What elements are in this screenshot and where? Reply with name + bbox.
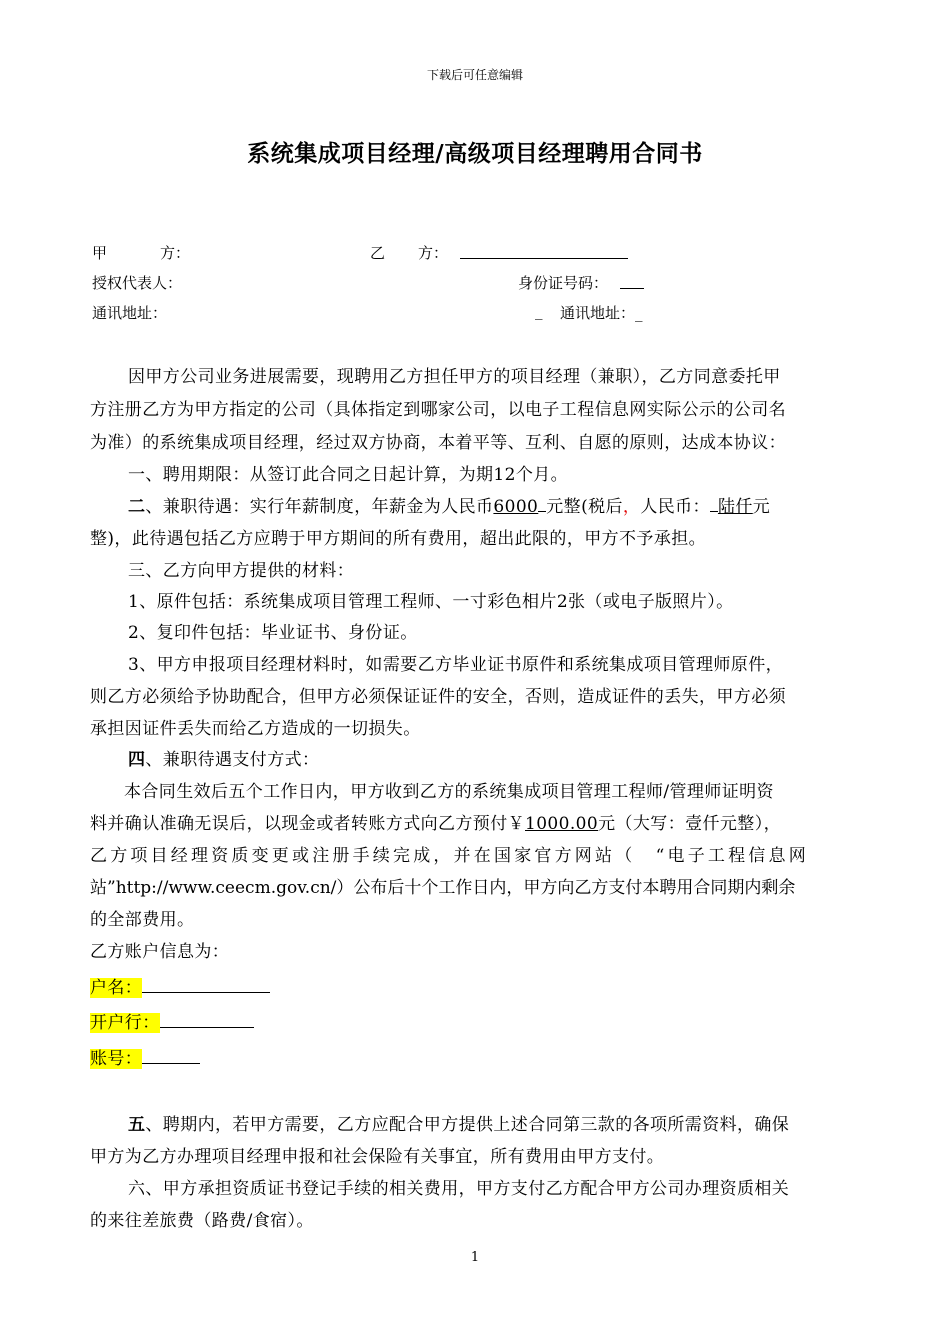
intro-line-3: 为准）的系统集成项目经理，经过双方协商，本着平等、互利、自愿的原则，达成本协议：: [90, 433, 786, 453]
section-3-item-3-line-3: 承担因证件丢失而给乙方造成的一切损失。: [90, 719, 421, 739]
header-note: 下载后可任意编辑: [426, 68, 523, 82]
section-3-item-1: 1、原件包括：系统集成项目管理工程师、一寸彩色相片2张（或电子版照片）。: [128, 592, 734, 612]
section-1-term: 一、聘用期限：从签订此合同之日起计算，为期12个月。: [128, 465, 569, 485]
page-number: 1: [470, 1250, 480, 1265]
intro-line-2: 方注册乙方为甲方指定的公司（具体指定到哪家公司，以电子工程信息网实际公示的公司名: [90, 400, 786, 420]
party-a-label-2: 方：: [160, 244, 191, 262]
address-b-prefix: _: [535, 302, 543, 320]
prepayment-amount: 1000.00: [525, 814, 599, 834]
party-b-label-1: 乙: [370, 244, 386, 262]
account-number-blank: [142, 1049, 200, 1064]
id-number-label: 身份证号码：: [518, 274, 609, 292]
address-a-label: 通讯地址：: [92, 304, 168, 322]
section-2-pay-line-2: 整)，此待遇包括乙方应聘于甲方期间的所有费用，超出此限的，甲方不予承担。: [90, 529, 707, 549]
section-5-line-2: 甲方为乙方办理项目经理申报和社会保险有关事宜，所有费用由甲方支付。: [90, 1147, 665, 1167]
section-3-heading: 三、乙方向甲方提供的材料：: [128, 561, 355, 581]
section-2-text-d: 元: [752, 497, 771, 517]
intro-line-1: 因甲方公司业务进展需要，现聘用乙方担任甲方的项目经理（兼职），乙方同意委托甲: [128, 367, 781, 387]
account-bank-row: [90, 1008, 860, 1033]
party-a-label-1: 甲: [92, 244, 108, 262]
section-5-line-1: [90, 1110, 860, 1135]
annual-salary-amount: 6000: [493, 497, 539, 517]
id-number-blank: [620, 274, 644, 289]
address-b-label: 通讯地址：_: [560, 304, 643, 322]
section-2-pay-line-1: [90, 492, 860, 517]
section-6-line-1: 六、甲方承担资质证书登记手续的相关费用，甲方支付乙方配合甲方公司办理资质相关: [128, 1179, 790, 1199]
party-b-name-blank: [460, 244, 628, 259]
account-bank-label: 开户行：: [90, 1013, 160, 1033]
payment-line-2-text-a: 料并确认准确无误后，以现金或者转账方式向乙方预付￥: [90, 814, 525, 834]
section-4-heading: [90, 745, 860, 770]
section-2-text-a: 、兼职待遇：实行年薪制度，年薪金为人民币: [145, 497, 494, 517]
party-b-label-2: 方：: [418, 244, 449, 262]
section-2-text-c: 人民币：: [640, 497, 710, 517]
annual-salary-amount-chinese: 陆仟: [717, 497, 753, 517]
account-number-label: 账号：: [90, 1049, 143, 1069]
document-title: 系统集成项目经理/高级项目经理聘用合同书: [247, 140, 703, 167]
section-4-title: 、兼职待遇支付方式：: [145, 750, 320, 770]
section-5-text-1: 、聘期内，若甲方需要，乙方应配合甲方提供上述合同第三款的各项所需资料，确保: [145, 1115, 790, 1135]
section-2-text-b: 元整(税后: [546, 497, 623, 517]
account-name-row: [90, 973, 860, 998]
payment-line-4: 站”http://www.ceecm.gov.cn/）公布后十个工作日内，甲方向乙方支付本聘用合同期内剩余: [90, 878, 796, 898]
section-5-number: 五: [128, 1115, 146, 1135]
section-4-number: 四: [128, 750, 146, 770]
section-3-item-3-line-2: 则乙方必须给予协助配合，但甲方必须保证证件的安全，否则，造成证件的丢失，甲方必须: [90, 687, 786, 707]
section-6-line-2: 的来往差旅费（路费/食宿）。: [90, 1211, 314, 1231]
section-3-item-3-line-1: 3、甲方申报项目经理材料时，如需要乙方毕业证书原件和系统集成项目管理师原件，: [128, 655, 784, 675]
payment-line-5: 的全部费用。: [90, 910, 195, 930]
account-name-blank: [142, 978, 270, 993]
account-intro: 乙方账户信息为：: [90, 942, 230, 962]
payment-line-3: 乙方项目经理资质变更或注册手续完成，并在国家官方网站（ “电子工程信息网: [90, 846, 809, 866]
auth-rep-label: 授权代表人：: [92, 274, 183, 292]
payment-line-2: [90, 809, 860, 834]
payment-line-1: 本合同生效后五个工作日内，甲方收到乙方的系统集成项目管理工程师/管理师证明资: [124, 782, 774, 802]
account-name-label: 户名：: [90, 978, 143, 998]
section-2-number: 二: [128, 497, 146, 517]
account-bank-blank: [160, 1013, 254, 1028]
section-3-item-2: 2、复印件包括：毕业证书、身份证。: [128, 623, 418, 643]
account-number-row: [90, 1044, 860, 1069]
section-2-comma: ，: [622, 497, 641, 517]
payment-line-2-text-b: 元（大写：壹仟元整），: [598, 814, 782, 834]
